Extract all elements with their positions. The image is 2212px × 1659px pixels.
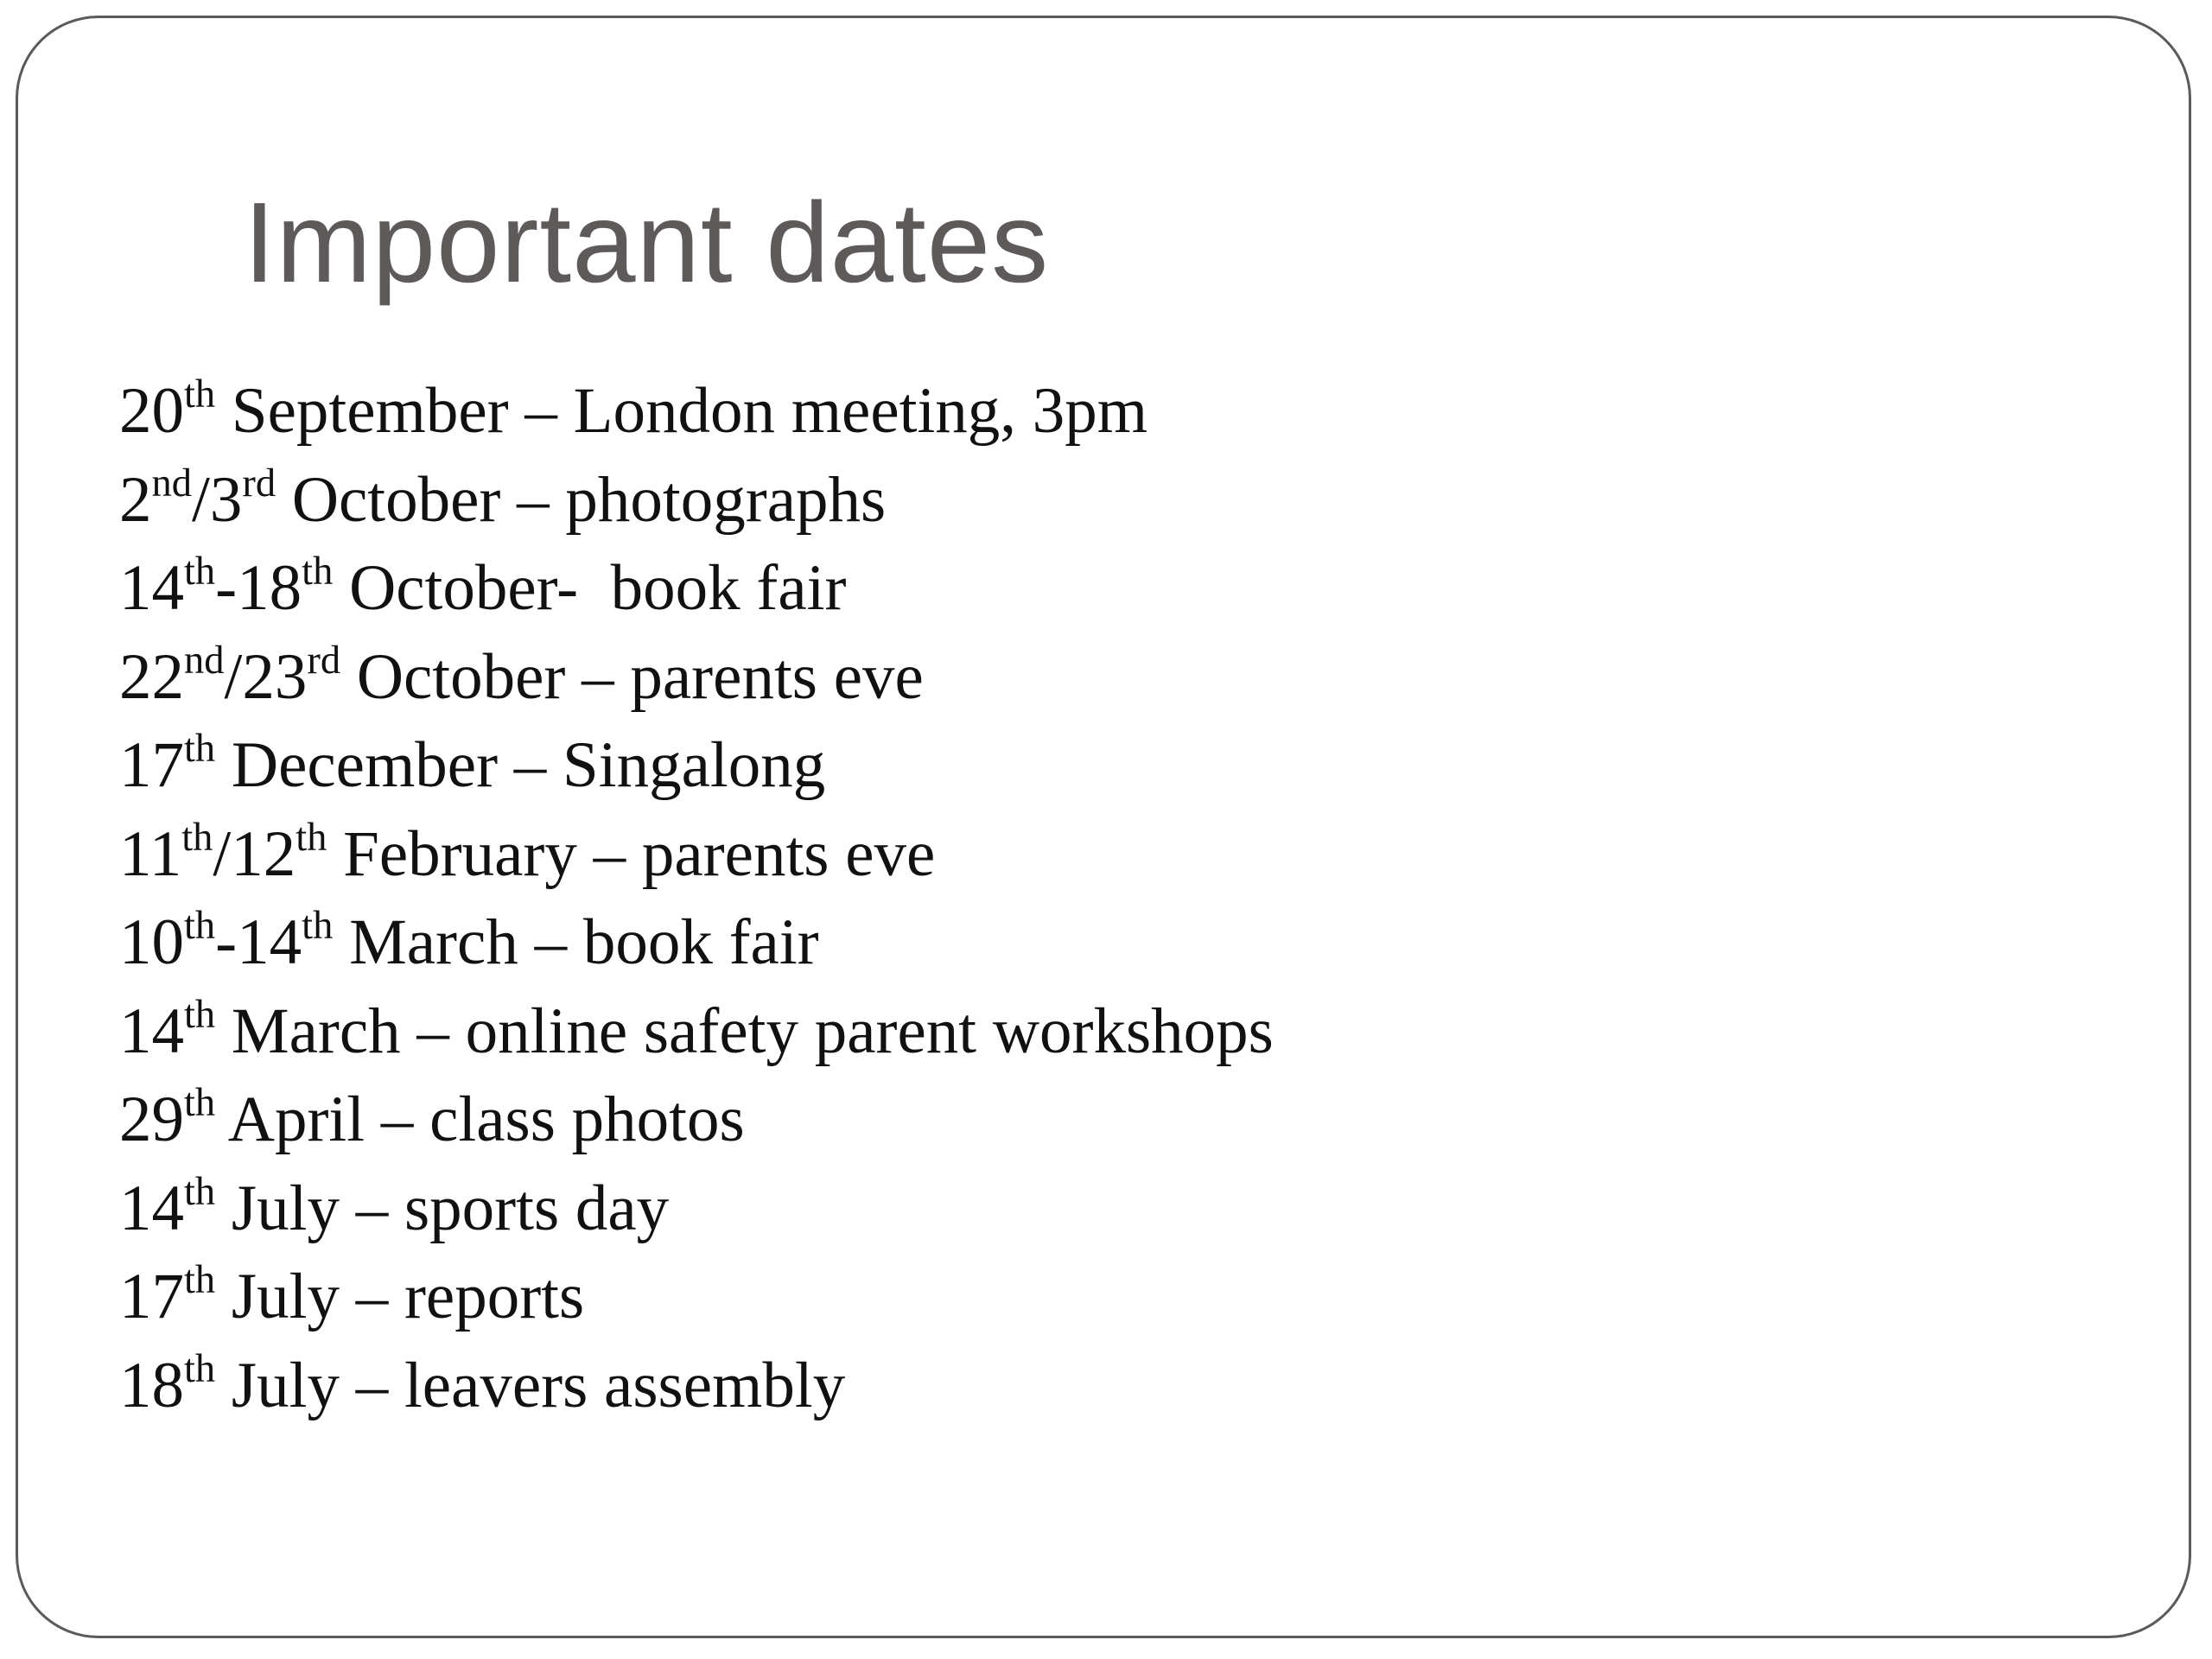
date-item <box>119 988 1274 1077</box>
date-text: -14 <box>215 906 302 978</box>
ordinal-suffix: th <box>302 550 334 594</box>
date-item <box>119 633 1274 722</box>
date-item <box>119 1165 1274 1254</box>
date-item <box>119 721 1274 810</box>
ordinal-suffix: th <box>184 1169 216 1214</box>
date-text: 10 <box>119 906 184 978</box>
date-item <box>119 899 1274 988</box>
date-text: March – online safety parent workshops <box>215 995 1274 1067</box>
important-dates-list <box>119 367 1274 1430</box>
date-text: 14 <box>119 995 184 1067</box>
date-text: October – photographs <box>276 463 887 536</box>
date-item <box>119 544 1274 633</box>
date-text: 14 <box>119 1172 184 1244</box>
date-text: April – class photos <box>215 1084 745 1155</box>
date-text: October – parents eve <box>340 640 924 713</box>
date-text: /23 <box>224 640 308 713</box>
date-text: /12 <box>213 817 296 890</box>
ordinal-suffix: nd <box>151 461 192 505</box>
date-text: 29 <box>119 1084 184 1155</box>
date-text: July – leavers assembly <box>215 1349 846 1421</box>
ordinal-suffix: th <box>181 815 213 860</box>
date-text: 2 <box>119 463 152 536</box>
date-text: 22 <box>119 640 184 713</box>
date-text: March – book fair <box>333 906 819 978</box>
ordinal-suffix: th <box>184 550 216 594</box>
ordinal-suffix: nd <box>184 638 225 683</box>
date-text: /3 <box>192 463 243 536</box>
date-item <box>119 1253 1274 1342</box>
date-item <box>119 367 1274 456</box>
ordinal-suffix: th <box>184 727 216 772</box>
date-text: 17 <box>119 1261 184 1332</box>
slide-title: Important dates <box>244 179 1050 306</box>
date-item <box>119 810 1274 899</box>
date-text: -18 <box>215 552 302 624</box>
ordinal-suffix: th <box>302 904 334 949</box>
date-text: February – parents eve <box>327 817 936 890</box>
date-item <box>119 456 1274 545</box>
date-text: 17 <box>119 729 184 801</box>
ordinal-suffix: th <box>296 815 327 860</box>
ordinal-suffix: rd <box>307 638 341 683</box>
ordinal-suffix: th <box>184 372 216 417</box>
date-text: 14 <box>119 552 184 624</box>
date-item <box>119 1076 1274 1165</box>
date-text: October- book fair <box>333 552 847 624</box>
ordinal-suffix: th <box>184 904 216 949</box>
date-text: December – Singalong <box>215 729 826 801</box>
ordinal-suffix: rd <box>242 461 276 505</box>
date-text: 18 <box>119 1349 184 1421</box>
date-text: 11 <box>119 817 182 890</box>
date-text: July – reports <box>215 1261 585 1332</box>
ordinal-suffix: th <box>184 1346 216 1391</box>
date-text: September – London meeting, 3pm <box>215 375 1148 447</box>
ordinal-suffix: th <box>184 992 216 1037</box>
date-item <box>119 1342 1274 1431</box>
date-text: 20 <box>119 375 184 447</box>
ordinal-suffix: th <box>184 1081 216 1126</box>
date-text: July – sports day <box>215 1172 670 1244</box>
ordinal-suffix: th <box>184 1258 216 1303</box>
